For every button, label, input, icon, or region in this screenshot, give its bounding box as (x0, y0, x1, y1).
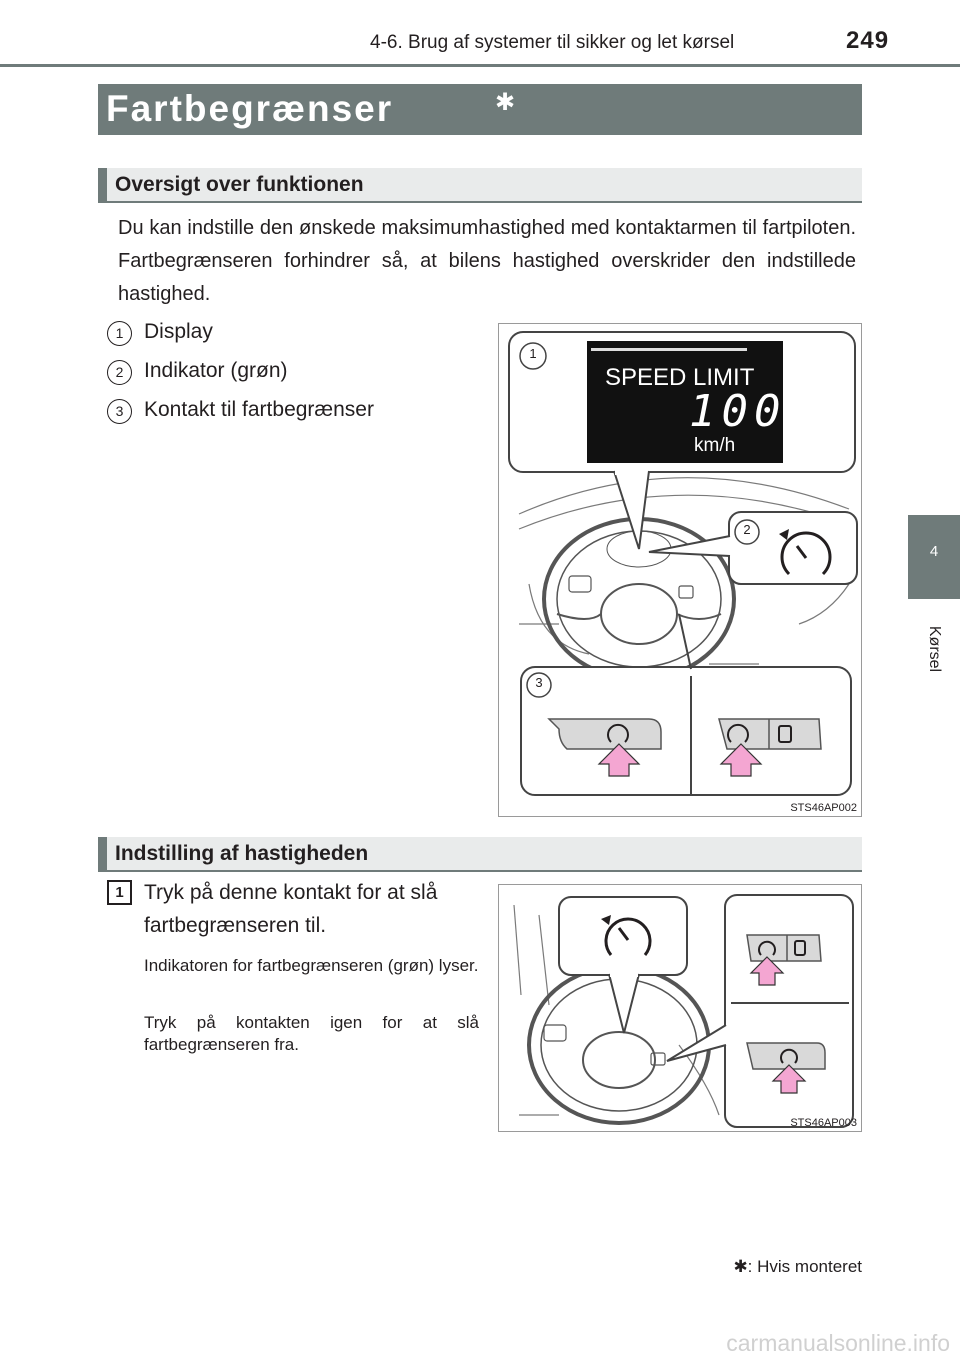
section-heading-text: Indstilling af hastigheden (115, 842, 369, 865)
section-heading-setting (98, 837, 862, 872)
page-title-bar (98, 84, 862, 135)
speed-limit-display-title: SPEED LIMIT (605, 364, 755, 391)
section-heading-text: Oversigt over funktionen (115, 173, 364, 196)
section-heading-overview (98, 168, 862, 203)
callout-label: Display (144, 320, 213, 343)
figure-illustration (499, 885, 862, 1132)
chapter-label: Kørsel (926, 625, 943, 673)
page-number: 249 (846, 27, 890, 54)
callout-number: 2 (107, 360, 132, 385)
figure-speed-limiter-overview (498, 323, 862, 817)
chapter-tab[interactable] (908, 515, 960, 599)
page-title: Fartbegrænser (106, 88, 394, 129)
intro-paragraph: Du kan indstille den ønskede maksimumhastighed med kontaktarmen til fartpiloten. Fartbegrænseren forhindrer så, at bilens hastighed overskrider den indstillede hastighed. (118, 217, 856, 305)
callout-label: Kontakt til fartbegrænser (144, 398, 374, 421)
speed-limit-display-value: 100 (689, 386, 787, 437)
optional-star-icon: ✱ (495, 89, 516, 116)
figure-marker-2: 2 (743, 522, 751, 537)
step-number: 1 (107, 880, 132, 905)
step-note: Indikatoren for fartbegrænseren (grøn) lyser. (144, 956, 479, 975)
figure-speed-limiter-setting (498, 884, 862, 1132)
watermark-text: carmanualsonline.info (726, 1330, 950, 1356)
figure-code: STS46AP002 (790, 802, 857, 814)
header-divider (0, 64, 960, 67)
figure-illustration (499, 324, 862, 817)
step-note: Tryk på kontakten igen for at slå fartbegrænseren fra. (144, 1013, 479, 1054)
callout-number: 1 (107, 321, 132, 346)
callout-label: Indikator (grøn) (144, 359, 288, 382)
figure-code: STS46AP003 (790, 1117, 857, 1129)
callout-number: 3 (107, 399, 132, 424)
chapter-number: 4 (929, 543, 939, 560)
footnote: ✱: Hvis monteret (733, 1257, 862, 1276)
speed-limit-display-unit: km/h (694, 435, 736, 456)
header-section-title: 4-6. Brug af systemer til sikker og let kørsel (370, 32, 735, 53)
figure-marker-1: 1 (529, 346, 537, 361)
figure-marker-3: 3 (535, 675, 543, 690)
step-instruction: Tryk på denne kontakt for at slå fartbegrænseren til. (144, 881, 438, 937)
